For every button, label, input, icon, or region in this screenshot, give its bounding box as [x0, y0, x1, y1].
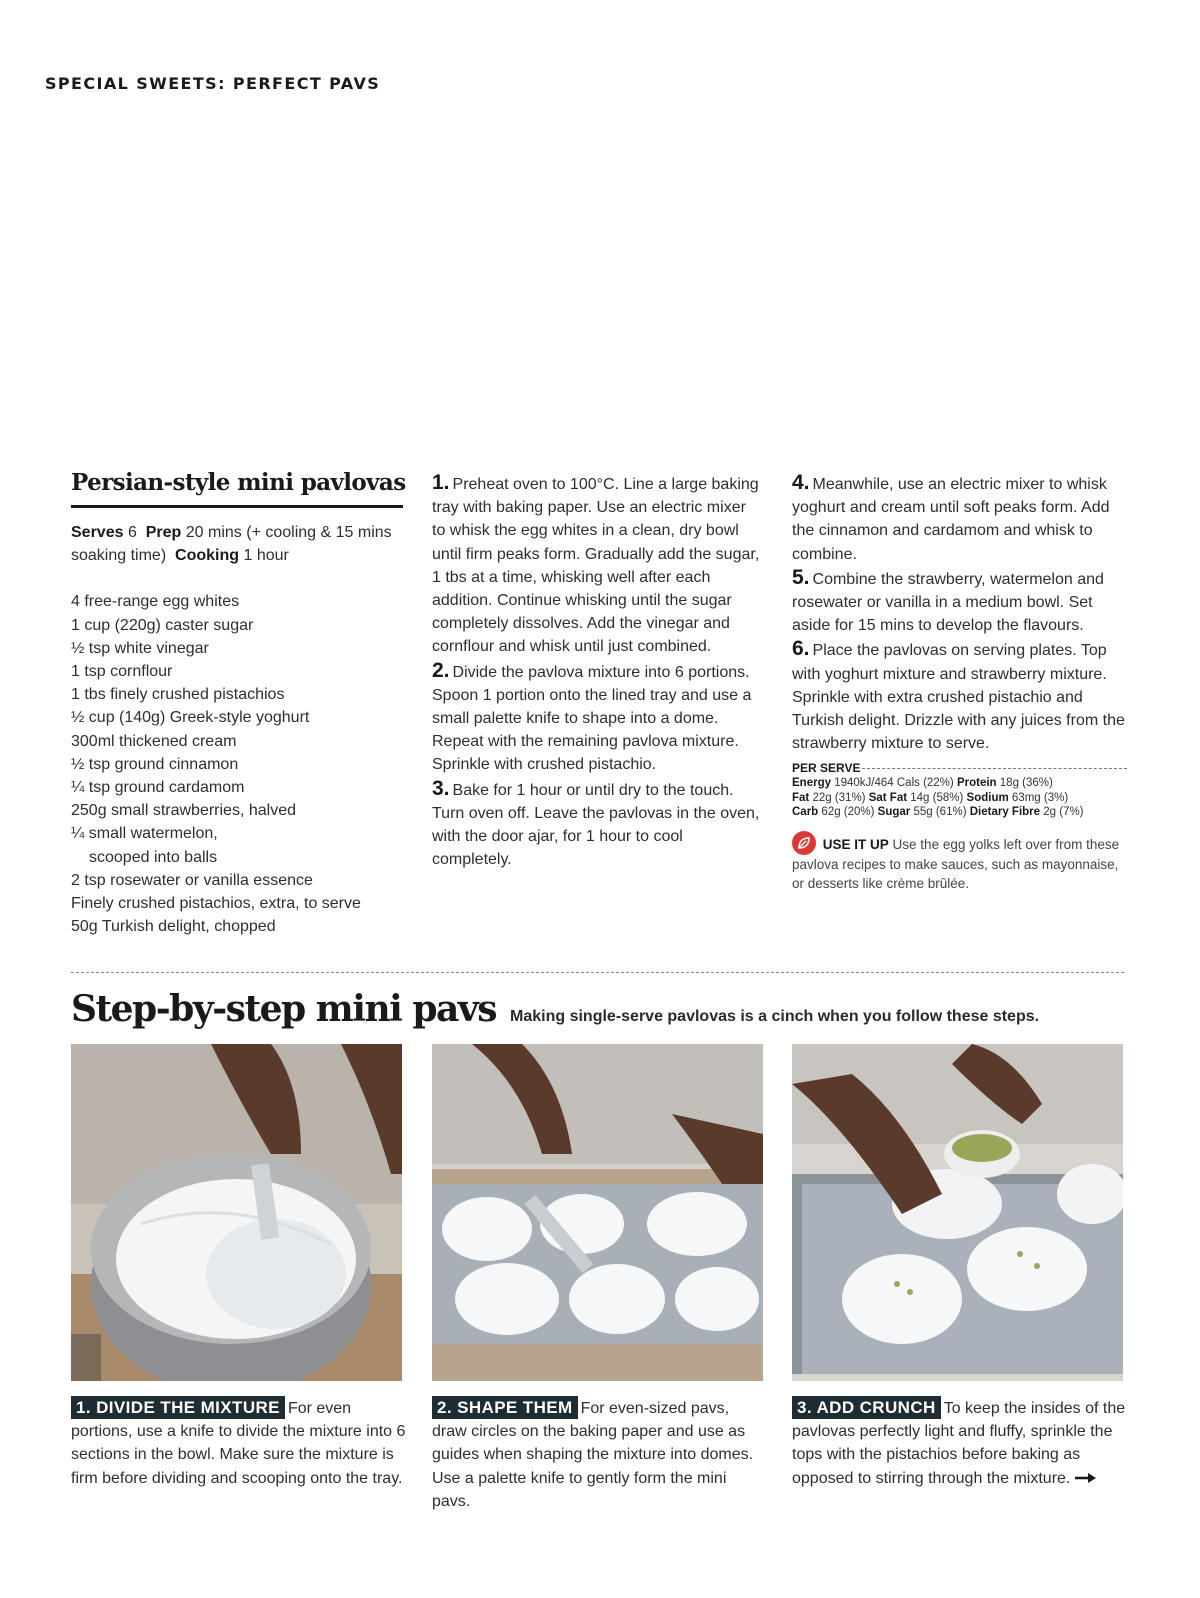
tip-text: For even-sized pavs, draw circles on the baking paper and use as guides when shaping the mixture into domes. Use a palette knife to gently form the mini pavs. — [432, 1400, 754, 1510]
protein-label: Protein — [956, 777, 997, 790]
section-divider — [71, 972, 1124, 973]
ingredient-item: 250g small strawberries, halved — [71, 802, 296, 820]
step-tip-2 — [432, 1396, 767, 1513]
fibre-label: Dietary Fibre — [969, 806, 1041, 819]
protein-value: 18g (36%) — [999, 777, 1053, 790]
ingredient-item: scooped into balls — [89, 848, 218, 866]
step-text: Divide the pavlova mixture into 6 portions. Spoon 1 portion onto the lined tray and use a small palette knife to shape into a dome. Repeat with the remaining pavlova mixture. Sprinkle with crushed pistachio. — [432, 663, 752, 774]
leaf-icon — [792, 831, 816, 855]
ingredient-item: ½ tsp white vinegar — [71, 639, 209, 657]
nutrition-heading — [792, 761, 1127, 776]
step-text: Bake for 1 hour or until dry to the touch. Turn oven off. Leave the pavlovas in the oven, with the door ajar, for 1 hour to cool completely. — [432, 781, 760, 869]
tip-text: For even portions, use a knife to divide the mixture into 6 sections in the bowl. Make sure the mixture is firm before dividing and scooping onto the tray. — [71, 1400, 406, 1487]
tip-text: To keep the insides of the pavlovas perfectly light and fluffy, sprinkle the tops with the pistachios before baking as opposed to stirring through the mixture. — [792, 1400, 1126, 1487]
satfat-value: 14g (58%) — [910, 791, 964, 804]
nutrition-divider — [862, 768, 1127, 769]
step-number: 3. — [432, 776, 450, 800]
serves-value: 6 — [127, 524, 137, 541]
step-number: 4. — [792, 471, 810, 494]
step-by-step-heading — [71, 988, 1039, 1030]
tip-label: 2. SHAPE THEM — [432, 1396, 578, 1419]
nutrition-line — [792, 791, 1127, 806]
ingredient-item: 50g Turkish delight, chopped — [71, 918, 276, 936]
cooking-value: 1 hour — [243, 547, 289, 565]
ingredient-item: 300ml thickened cream — [71, 732, 237, 750]
sugar-label: Sugar — [877, 806, 911, 819]
use-it-up-tip — [792, 831, 1127, 894]
nutrition-heading-text: PER SERVE — [792, 761, 861, 776]
prep-label: Prep — [145, 524, 182, 541]
method-column-1 — [432, 471, 762, 871]
ingredient-item: 1 tsp cornflour — [71, 663, 173, 681]
recipe-info-column — [71, 469, 406, 938]
ingredient-item: ½ cup (140g) Greek-style yoghurt — [71, 709, 310, 727]
ingredient-item: Finely crushed pistachios, extra, to serve — [71, 895, 361, 913]
energy-label: Energy — [792, 777, 831, 790]
method-step — [792, 637, 1127, 755]
carb-label: Carb — [792, 806, 819, 819]
tip-label: 3. ADD CRUNCH — [792, 1396, 941, 1419]
ingredient-list — [71, 590, 403, 938]
step-text: Preheat oven to 100°C. Line a large baking tray with baking paper. Use an electric mixer to whisk the egg whites in a clean, dry bowl until firm peaks form. Gradually add the sugar, 1 tbs at a time, whisking well after each addition. Continue whisking until the sugar completely dissolves. Add the vinegar and cornflour and whisk until just combined. — [432, 476, 760, 656]
step-text: Place the pavlovas on serving plates. Top with yoghurt mixture and strawberry mixture. Sprinkle with extra crushed pistachio and Turkish delight. Drizzle with any juices from the strawberry mixture to serve. — [792, 642, 1125, 753]
step-text: Combine the strawberry, watermelon and rosewater or vanilla in a medium bowl. Set aside for 15 mins to develop the flavours. — [792, 570, 1104, 635]
sodium-value: 63mg (3%) — [1011, 791, 1069, 804]
step-by-step-subtitle: Making single-serve pavlovas is a cinch when you follow these steps. — [510, 1008, 1040, 1025]
step-photo-divide — [71, 1044, 402, 1381]
method-step — [432, 777, 762, 872]
satfat-label: Sat Fat — [868, 791, 908, 804]
energy-value: 1940kJ/464 Cals (22%) — [834, 777, 954, 790]
serves-label: Serves — [71, 524, 124, 541]
recipe-title: Persian-style mini pavlovas — [71, 470, 403, 508]
step-number: 5. — [792, 565, 810, 589]
sugar-value: 55g (61%) — [913, 806, 967, 819]
section-label: SPECIAL SWEETS: PERFECT PAVS — [45, 74, 381, 93]
tip-label: 1. DIVIDE THE MIXTURE — [71, 1396, 285, 1419]
nutrition-line — [792, 805, 1127, 820]
step-number: 1. — [432, 471, 450, 494]
ingredient-item: ¼ small watermelon, — [71, 825, 218, 843]
cooking-label: Cooking — [175, 547, 240, 565]
carb-value: 62g (20%) — [821, 806, 875, 819]
method-step — [432, 659, 762, 777]
fat-label: Fat — [792, 791, 810, 804]
arrow-right-icon — [1074, 1468, 1098, 1491]
ingredient-item: 2 tsp rosewater or vanilla essence — [71, 871, 313, 889]
method-column-2 — [792, 471, 1127, 894]
method-step — [792, 566, 1127, 638]
method-step — [432, 471, 762, 659]
ingredient-item: 4 free-range egg whites — [71, 593, 240, 611]
step-number: 6. — [792, 637, 810, 661]
step-number: 2. — [432, 658, 450, 682]
nutrition-panel — [792, 761, 1127, 819]
step-text: Meanwhile, use an electric mixer to whisk yoghurt and cream until soft peaks form. Add the cinnamon and cardamom and whisk to combine. — [792, 476, 1110, 563]
fibre-value: 2g (7%) — [1043, 806, 1084, 819]
ingredient-item: ½ tsp ground cinnamon — [71, 755, 239, 773]
step-tip-1 — [71, 1396, 406, 1490]
use-it-up-text: Use the egg yolks left over from these pavlova recipes to make sauces, such as mayonnaise, or desserts like crème brûlée. — [792, 836, 1120, 892]
step-tip-3 — [792, 1396, 1127, 1491]
sodium-label: Sodium — [966, 791, 1009, 804]
ingredient-item: 1 tbs finely crushed pistachios — [71, 686, 285, 704]
prep-value: 20 mins (+ cooling & 15 mins soaking time) — [71, 524, 392, 565]
recipe-meta — [71, 521, 403, 567]
ingredient-item: ¼ tsp ground cardamom — [71, 779, 245, 797]
ingredient-item: 1 cup (220g) caster sugar — [71, 616, 254, 634]
fat-value: 22g (31%) — [812, 791, 866, 804]
step-photo-crunch — [792, 1044, 1123, 1381]
step-photo-shape — [432, 1044, 763, 1381]
method-step — [792, 471, 1127, 566]
step-by-step-title: Step-by-step mini pavs — [71, 988, 497, 1030]
use-it-up-label: USE IT UP — [822, 836, 889, 852]
nutrition-line — [792, 776, 1127, 791]
